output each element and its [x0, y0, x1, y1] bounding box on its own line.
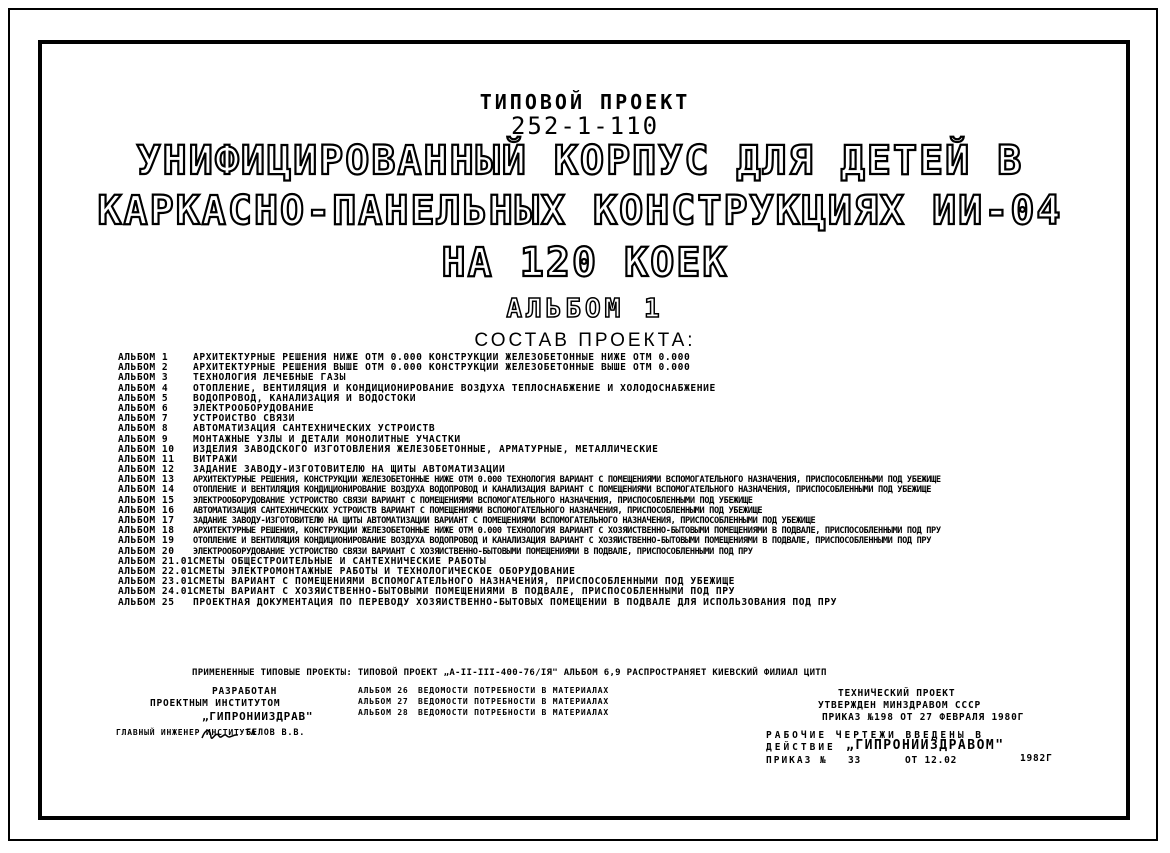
- album-label: АЛЬБОМ 17: [118, 515, 175, 526]
- project-contents-heading: СОСТАВ ПРОЕКТА:: [474, 330, 696, 351]
- title-line-3: НА 120 КОЕК: [441, 240, 729, 286]
- album-label: АЛЬБОМ 14: [118, 484, 175, 496]
- album-label: АЛЬБОМ 23.01: [118, 576, 194, 588]
- album-label: АЛЬБОМ 21.01: [118, 555, 194, 567]
- album-description: АРХИТЕКТУРНЫЕ РЕШЕНИЯ, КОНСТРУКЦИИ ЖЕЛЕЗОБЕТОННЫЕ НИЖЕ ОТМ 0.000 ТЕХНОЛОГИЯ ВАРИАНТ С ПОМЕЩЕНИЯМИ ВСПОМОГАТЕЛЬНОГО НАЗНАЧЕНИЯ, ПРИСПОСОБЛЕННЫМИ ПОД УБЕЖИЩЕ: [193, 475, 941, 486]
- album-description: ТЕХНОЛОГИЯ ЛЕЧЕБНЫЕ ГАЗЫ: [193, 373, 347, 384]
- album-description: ЗАДАНИЕ ЗАВОДУ-ИЗГОТОВИТЕЛЮ НА ЩИТЫ АВТОМАТИЗАЦИИ: [193, 465, 506, 476]
- approval-line-3: ПРИКАЗ №198 ОТ 27 ФЕВРАЛЯ 1980Г: [822, 712, 1025, 723]
- album-label: АЛЬБОМ 2: [118, 362, 169, 374]
- approval-line-6a: ПРИКАЗ №: [766, 755, 828, 766]
- album-label: АЛЬБОМ 18: [118, 525, 175, 537]
- approval-line-6d: 1982Г: [1020, 753, 1053, 764]
- list-item: [118, 557, 1053, 567]
- chief-engineer-label: ГЛАВНЫЙ ИНЖЕНЕР ИНСТИТУТА: [116, 728, 257, 737]
- list-item: [118, 414, 1053, 424]
- developer-institute: „ГИПРОНИИЗДРАВ": [202, 710, 314, 723]
- album-description: ВИТРАЖИ: [193, 454, 238, 465]
- album-description: ЭЛЕКТРООБОРУДОВАНИЕ: [193, 403, 315, 414]
- album-list: [118, 353, 1053, 608]
- list-item: [118, 424, 1053, 434]
- list-item: [118, 404, 1053, 414]
- applied-projects-note: ПРИМЕНЕННЫЕ ТИПОВЫЕ ПРОЕКТЫ: ТИПОВОЙ ПРОЕКТ „А-II-III-400-76/IЯ" АЛЬБОМ 6,9 РАСПРОСТРАНЯЕТ КИЕВСКИЙ ФИЛИАЛ ЦИТП: [192, 668, 827, 678]
- album-label: АЛЬБОМ 24.01: [118, 586, 194, 598]
- album-description: ЭЛЕКТРООБОРУДОВАНИЕ УСТРОЙСТВО СВЯЗИ ВАРИАНТ С ХОЗЯЙСТВЕННО-БЫТОВЫМИ ПОМЕЩЕНИЯМИ В ПОДВАЛЕ, ПРИСПОСОБЛЕННЫМИ ПОД ПРУ: [193, 546, 753, 557]
- list-item: [118, 384, 1053, 394]
- list-item: [118, 506, 1053, 516]
- list-item: [118, 445, 1053, 455]
- album-label: АЛЬБОМ 9: [118, 433, 169, 445]
- album-description: МОНТАЖНЫЕ УЗЛЫ И ДЕТАЛИ МОНОЛИТНЫЕ УЧАСТКИ: [193, 434, 461, 445]
- list-item: [118, 394, 1053, 404]
- list-item: [118, 363, 1053, 373]
- album-label: АЛЬБОМ 12: [118, 464, 175, 476]
- album-description: СМЕТЫ ВАРИАНТ С ПОМЕЩЕНИЯМИ ВСПОМОГАТЕЛЬНОГО НАЗНАЧЕНИЯ, ПРИСПОСОБЛЕННЫМИ ПОД УБЕЖИЩЕ: [193, 577, 735, 588]
- album-label: АЛЬБОМ 11: [118, 453, 175, 465]
- developer-line-2: ПРОЕКТНЫМ ИНСТИТУТОМ: [150, 698, 281, 709]
- album-description: СМЕТЫ ОБЩЕСТРОИТЕЛЬНЫЕ И САНТЕХНИЧЕСКИЕ РАБОТЫ: [193, 556, 487, 567]
- vedomosti-description: ВЕДОМОСТИ ПОТРЕБНОСТИ В МАТЕРИАЛАХ: [418, 686, 609, 695]
- album-label: АЛЬБОМ 3: [118, 372, 169, 384]
- album-description: СМЕТЫ ВАРИАНТ С ХОЗЯЙСТВЕННО-БЫТОВЫМИ ПОМЕЩЕНИЯМИ В ПОДВАЛЕ, ПРИСПОСОБЛЕННЫМИ ПОД ПРУ: [193, 587, 735, 598]
- approval-line-2: УТВЕРЖДЕН МИНЗДРАВОМ СССР: [818, 700, 981, 711]
- vedomosti-description: ВЕДОМОСТИ ПОТРЕБНОСТИ В МАТЕРИАЛАХ: [418, 697, 609, 706]
- list-item: [118, 465, 1053, 475]
- album-description: АРХИТЕКТУРНЫЕ РЕШЕНИЯ ВЫШЕ ОТМ 0.000 КОНСТРУКЦИИ ЖЕЛЕЗОБЕТОННЫЕ ВЫШЕ ОТМ 0.000: [193, 363, 691, 374]
- album-number: АЛЬБОМ 1: [506, 294, 664, 324]
- list-item: [118, 353, 1053, 363]
- album-description: АВТОМАТИЗАЦИЯ САНТЕХНИЧЕСКИХ УСТРОЙСТВ: [193, 424, 436, 435]
- album-label: АЛЬБОМ 25: [118, 596, 175, 608]
- developer-line-1: РАЗРАБОТАН: [212, 686, 278, 697]
- album-label: АЛЬБОМ 13: [118, 474, 175, 486]
- album-description: ВОДОПРОВОД, КАНАЛИЗАЦИЯ И ВОДОСТОКИ: [193, 393, 417, 404]
- list-item: [118, 435, 1053, 445]
- album-label: АЛЬБОМ 8: [118, 423, 169, 435]
- album-description: АРХИТЕКТУРНЫЕ РЕШЕНИЯ, КОНСТРУКЦИИ ЖЕЛЕЗОБЕТОННЫЕ НИЖЕ ОТМ 0.000 ТЕХНОЛОГИЯ ВАРИАНТ С ХОЗЯЙСТВЕННО-БЫТОВЫМИ ПОМЕЩЕНИЯМИ В ПОДВАЛЕ, ПРИСПОСОБЛЕННЫМИ ПОД ПРУ: [193, 526, 941, 537]
- signature: [200, 724, 240, 744]
- vedomosti-album-label: АЛЬБОМ 27: [358, 697, 409, 706]
- album-label: АЛЬБОМ 10: [118, 443, 175, 455]
- approval-line-1: ТЕХНИЧЕСКИЙ ПРОЕКТ: [838, 688, 956, 699]
- album-description: АВТОМАТИЗАЦИЯ САНТЕХНИЧЕСКИХ УСТРОЙСТВ ВАРИАНТ С ПОМЕЩЕНИЯМИ ВСПОМОГАТЕЛЬНОГО НАЗНАЧЕНИЯ, ПРИСПОСОБЛЕННЫМИ ПОД УБЕЖИЩЕ: [193, 505, 763, 516]
- album-description: ЗАДАНИЕ ЗАВОДУ-ИЗГОТОВИТЕЛЮ НА ЩИТЫ АВТОМАТИЗАЦИИ ВАРИАНТ С ПОМЕЩЕНИЯМИ ВСПОМОГАТЕЛЬНОГО НАЗНАЧЕНИЯ, ПРИСПОСОБЛЕННЫМИ ПОД УБЕЖИЩЕ: [193, 516, 816, 526]
- album-label: АЛЬБОМ 6: [118, 402, 169, 414]
- album-label: АЛЬБОМ 16: [118, 504, 175, 516]
- album-label: АЛЬБОМ 5: [118, 392, 169, 404]
- list-item: [118, 587, 1053, 597]
- project-type: ТИПОВОЙ ПРОЕКТ: [479, 90, 691, 114]
- album-description: АРХИТЕКТУРНЫЕ РЕШЕНИЯ НИЖЕ ОТМ 0.000 КОНСТРУКЦИИ ЖЕЛЕЗОБЕТОННЫЕ НИЖЕ ОТМ 0.000: [193, 353, 691, 363]
- list-item: [118, 455, 1053, 465]
- album-label: АЛЬБОМ 15: [118, 494, 175, 506]
- album-description: СМЕТЫ ЭЛЕКТРОМОНТАЖНЫЕ РАБОТЫ И ТЕХНОЛОГИЧЕСКОЕ ОБОРУДОВАНИЕ: [193, 566, 576, 577]
- list-item: [118, 475, 1053, 485]
- album-label: АЛЬБОМ 4: [118, 382, 169, 394]
- album-label: АЛЬБОМ 22.01: [118, 565, 194, 577]
- list-item: [118, 547, 1053, 557]
- project-number: 252-1-110: [510, 112, 660, 140]
- album-description: ОТОПЛЕНИЕ, ВЕНТИЛЯЦИЯ И КОНДИЦИОНИРОВАНИЕ ВОЗДУХА ТЕПЛОСНАБЖЕНИЕ И ХОЛОДОСНАБЖЕНИЕ: [193, 383, 716, 394]
- vedomosti-description: ВЕДОМОСТИ ПОТРЕБНОСТИ В МАТЕРИАЛАХ: [418, 708, 609, 717]
- list-item: [118, 526, 1053, 536]
- title-line-1: УНИФИЦИРОВАННЫЙ КОРПУС ДЛЯ ДЕТЕЙ В: [136, 138, 1024, 184]
- list-item: [118, 373, 1053, 383]
- album-label: АЛЬБОМ 1: [118, 352, 169, 363]
- approval-line-6c: ОТ 12.02: [905, 755, 958, 766]
- album-label: АЛЬБОМ 19: [118, 535, 175, 547]
- approval-line-6b: 33: [848, 755, 862, 766]
- list-item: [118, 567, 1053, 577]
- list-item: [118, 485, 1053, 495]
- vedomosti-album-label: АЛЬБОМ 26: [358, 686, 409, 695]
- album-label: АЛЬБОМ 7: [118, 413, 169, 425]
- album-description: ОТОПЛЕНИЕ И ВЕНТИЛЯЦИЯ КОНДИЦИОНИРОВАНИЕ ВОЗДУХА ВОДОПРОВОД И КАНАЛИЗАЦИЯ ВАРИАНТ С ХОЗЯЙСТВЕННО-БЫТОВЫМИ ПОМЕЩЕНИЯМИ В ПОДВАЛЕ, ПРИСПОСОБЛЕННЫМИ ПОД ПРУ: [193, 536, 932, 547]
- album-description: ЭЛЕКТРООБОРУДОВАНИЕ УСТРОЙСТВО СВЯЗИ ВАРИАНТ С ПОМЕЩЕНИЯМИ ВСПОМОГАТЕЛЬНОГО НАЗНАЧЕНИЯ, ПРИСПОСОБЛЕННЫМИ ПОД УБЕЖИЩЕ: [193, 495, 753, 506]
- album-description: ИЗДЕЛИЯ ЗАВОДСКОГО ИЗГОТОВЛЕНИЯ ЖЕЛЕЗОБЕТОННЫЕ, АРМАТУРНЫЕ, МЕТАЛЛИЧЕСКИЕ: [193, 444, 659, 455]
- list-item: [118, 598, 1053, 608]
- list-item: [118, 536, 1053, 546]
- album-description: ПРОЕКТНАЯ ДОКУМЕНТАЦИЯ ПО ПЕРЕВОДУ ХОЗЯЙСТВЕННО-БЫТОВЫХ ПОМЕЩЕНИЙ В ПОДВАЛЕ ДЛЯ ИСПОЛЬЗОВАНИЯ ПОД ПРУ: [193, 597, 837, 608]
- album-description: УСТРОЙСТВО СВЯЗИ: [193, 414, 296, 425]
- vedomosti-album-label: АЛЬБОМ 28: [358, 708, 409, 717]
- list-item: [118, 516, 1053, 526]
- album-description: ОТОПЛЕНИЕ И ВЕНТИЛЯЦИЯ КОНДИЦИОНИРОВАНИЕ ВОЗДУХА ВОДОПРОВОД И КАНАЛИЗАЦИЯ ВАРИАНТ С ПОМЕЩЕНИЯМИ ВСПОМОГАТЕЛЬНОГО НАЗНАЧЕНИЯ, ПРИСПОСОБЛЕННЫМИ ПОД УБЕЖИЩЕ: [193, 485, 932, 496]
- title-line-2: КАРКАСНО-ПАНЕЛЬНЫХ КОНСТРУКЦИЯХ ИИ-04: [97, 188, 1063, 234]
- approval-line-4: РАБОЧИЕ ЧЕРТЕЖИ ВВЕДЕНЫ В: [766, 730, 984, 741]
- chief-engineer-name: БЕЛОВ В.В.: [246, 728, 306, 738]
- album-label: АЛЬБОМ 20: [118, 545, 175, 557]
- list-item: [118, 496, 1053, 506]
- approval-line-5b: „ГИПРОНИИЗДРАВОМ": [846, 738, 1005, 753]
- list-item: [118, 577, 1053, 587]
- approval-line-5a: ДЕЙСТВИЕ: [766, 742, 836, 753]
